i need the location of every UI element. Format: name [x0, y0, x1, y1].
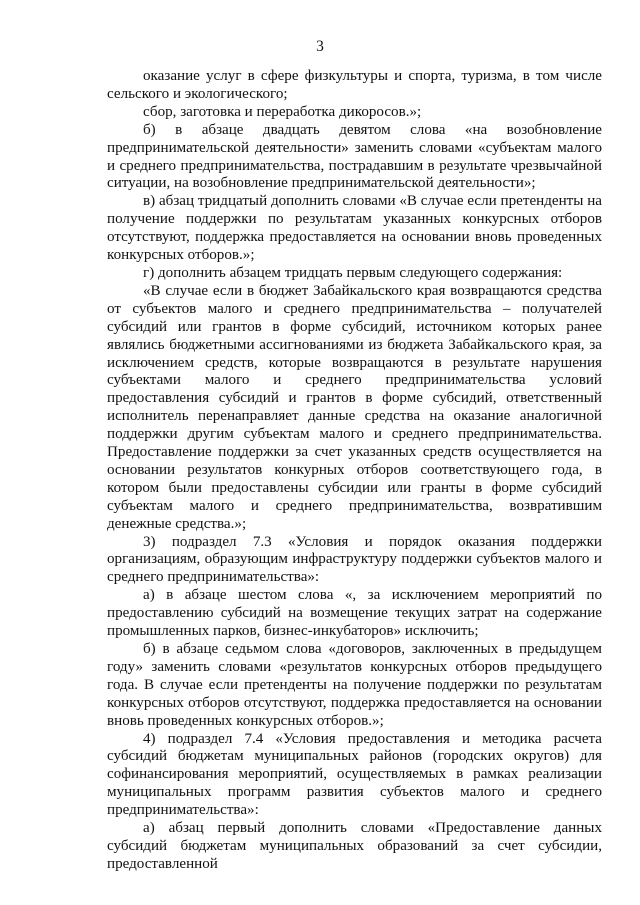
paragraph: в) абзац тридцатый дополнить словами «В случае если претенденты на получение поддержки по результатам указанных конкурсных отборов отсутствуют, поддержка предоставляется на основании вновь проведенных конкурсных отборов.»; — [107, 193, 602, 264]
paragraph: сбор, заготовка и переработка дикоросов.»; — [143, 103, 422, 120]
paragraph: оказание услуг в сфере физкультуры и спорта, туризма, в том числе сельского и экологического; — [107, 68, 602, 102]
paragraph: б) в абзаце двадцать девятом слова «на возобновление предпринимательской деятельности» заменить словами «субъектам малого и среднего предпринимательства, пострадавшим в результате чрезвычайной ситуации, на возобновление предпринимательской деятельности»; — [107, 121, 602, 192]
paragraph: б) в абзаце седьмом слова «договоров, заключенных в предыдущем году» заменить словами «результатов конкурсных отборов предыдущего года. В случае если претенденты на получение поддержки по результатам конкурсных отборов отсутствуют, поддержка предоставляется на основании вновь проведенных конкурсных отборов.»; — [107, 641, 602, 729]
paragraph: а) в абзаце шестом слова «, за исключением мероприятий по предоставлению субсидий на возмещение текущих затрат на содержание промышленных парков, бизнес-инкубаторов» исключить; — [107, 587, 602, 640]
paragraph: г) дополнить абзацем тридцать первым следующего содержания: — [143, 264, 563, 281]
paragraph: а) абзац первый дополнить словами «Предоставление данных субсидий бюджетам муниципальных образований за счет субсидии, предоставленной — [107, 820, 602, 872]
page-number: 3 — [316, 38, 324, 55]
paragraph: 3) подраздел 7.3 «Условия и порядок оказания поддержки организациям, образующим инфраструктуру поддержки субъектов малого и среднего предпринимательства»: — [107, 533, 602, 586]
paragraph: «В случае если в бюджет Забайкальского края возвращаются средства от субъектов малого и среднего предпринимательства – получателей субсидий или грантов в форме субсидий, источником которых ранее являлись бюджетными ассигнованиями из бюджета Забайкальского края, за исключением средств, которые возвращаются в результате нарушения субъектами малого и среднего предпринимательства условий предоставления субсидий и грантов в форме субсидий, ответственный исполнитель перенаправляет данные средства на оказание аналогичной поддержки другим субъектам малого и среднего предпринимательства. Предоставление поддержки за счет указанных средств осуществляется на основании результатов конкурных отборов соответствующего года, в котором были предоставлены субсидии или гранты в форме субсидий субъектам малого и среднего предпринимательства, возвратившим денежные средства.»; — [107, 282, 602, 532]
paragraph: 4) подраздел 7.4 «Условия предоставления и методика расчета субсидий бюджетам муниципальных районов (городских округов) для софинансирования мероприятий, осуществляемых в рамках реализации муниципальных программ развития субъектов малого и среднего предпринимательства»: — [107, 730, 602, 819]
document-body — [107, 68, 602, 874]
